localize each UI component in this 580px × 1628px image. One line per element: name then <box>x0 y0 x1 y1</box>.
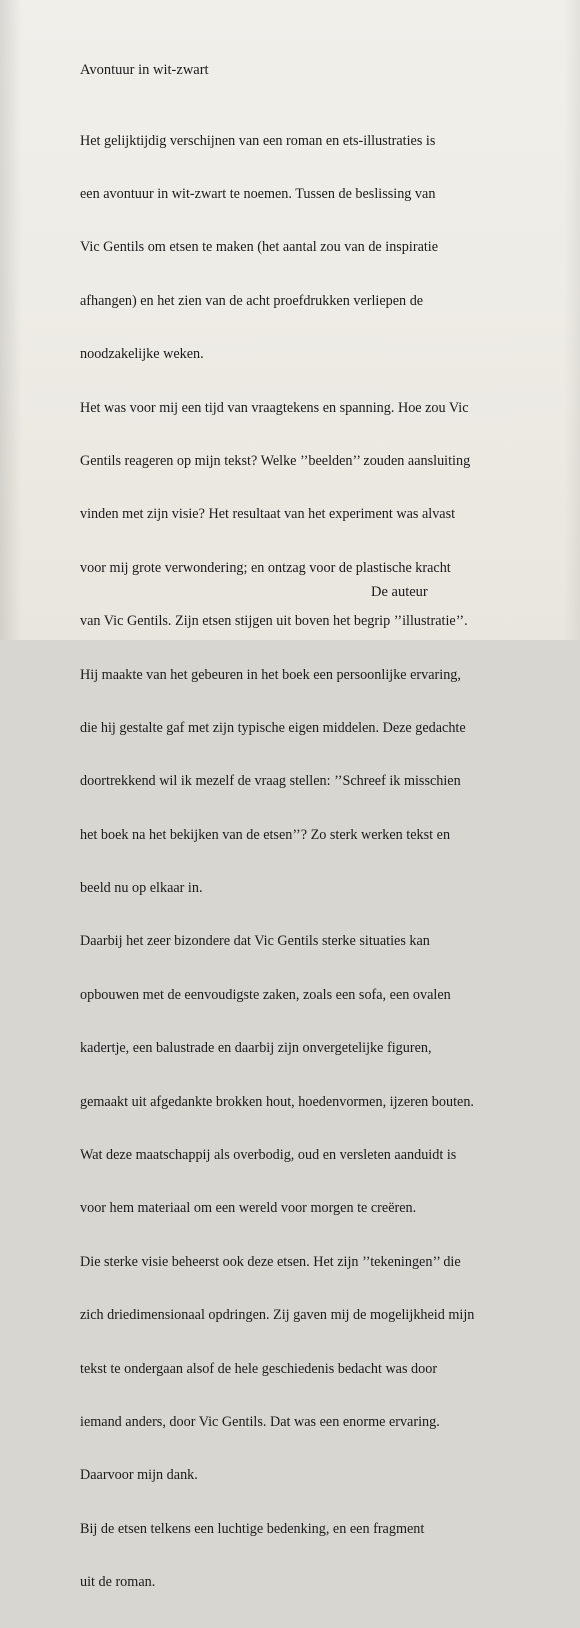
body-text <box>80 97 560 1628</box>
text-line: Daarvoor mijn dank. <box>80 1467 198 1484</box>
text-line: Vic Gentils om etsen te maken (het aantal zou van de inspiratie <box>80 239 439 256</box>
text-line: tekst te ondergaan alsof de hele geschiedenis bedacht was door <box>80 1360 438 1377</box>
text-line: Het gelijktijdig verschijnen van een roman en ets-illustraties is <box>80 132 436 149</box>
text-line: Gentils reageren op mijn tekst? Welke ’’beelden’’ zouden aansluiting <box>80 452 471 469</box>
text-line: Daarbij het zeer bizondere dat Vic Gentils sterke situaties kan <box>80 933 430 950</box>
text-line: een avontuur in wit-zwart te noemen. Tussen de beslissing van <box>80 185 436 202</box>
text-line: iemand anders, door Vic Gentils. Dat was een enorme ervaring. <box>80 1413 440 1430</box>
signature: De auteur <box>371 584 428 600</box>
text-line: voor mij grote verwondering; en ontzag voor de plastische kracht <box>80 559 451 576</box>
text-line: van Vic Gentils. Zijn etsen stijgen uit boven het begrip ’’illustratie’’. <box>80 613 468 630</box>
text-line: vinden met zijn visie? Het resultaat van het experiment was alvast <box>80 506 456 523</box>
text-line: Hij maakte van het gebeuren in het boek een persoonlijke ervaring, <box>80 666 461 683</box>
text-line: uit de roman. <box>80 1574 156 1591</box>
text-line: voor hem materiaal om een wereld voor morgen te creëren. <box>80 1200 417 1217</box>
text-line: doortrekkend wil ik mezelf de vraag stellen: ’’Schreef ik misschien <box>80 773 461 790</box>
document-title: Avontuur in wit-zwart <box>80 62 209 78</box>
text-line: Wat deze maatschappij als overbodig, oud en versleten aanduidt is <box>80 1147 457 1164</box>
text-line: Bij de etsen telkens een luchtige bedenking, en een fragment <box>80 1520 425 1537</box>
text-line: Die sterke visie beheerst ook deze etsen. Het zijn ’’tekeningen’’ die <box>80 1253 461 1270</box>
text-line: het boek na het bekijken van de etsen’’? Zo sterk werken tekst en <box>80 826 451 843</box>
text-line: Het was voor mij een tijd van vraagtekens en spanning. Hoe zou Vic <box>80 399 469 416</box>
text-line: afhangen) en het zien van de acht proefdrukken verliepen de <box>80 292 424 309</box>
text-line: noodzakelijke weken. <box>80 346 204 363</box>
text-line: zich driedimensionaal opdringen. Zij gaven mij de mogelijkheid mijn <box>80 1307 475 1324</box>
text-line: beeld nu op elkaar in. <box>80 880 203 897</box>
text-line: die hij gestalte gaf met zijn typische eigen middelen. Deze gedachte <box>80 719 466 736</box>
text-line: gemaakt uit afgedankte brokken hout, hoedenvormen, ijzeren bouten. <box>80 1093 474 1110</box>
text-line: kadertje, een balustrade en daarbij zijn onvergetelijke figuren, <box>80 1040 432 1057</box>
text-line: opbouwen met de eenvoudigste zaken, zoals een sofa, een ovalen <box>80 986 451 1003</box>
